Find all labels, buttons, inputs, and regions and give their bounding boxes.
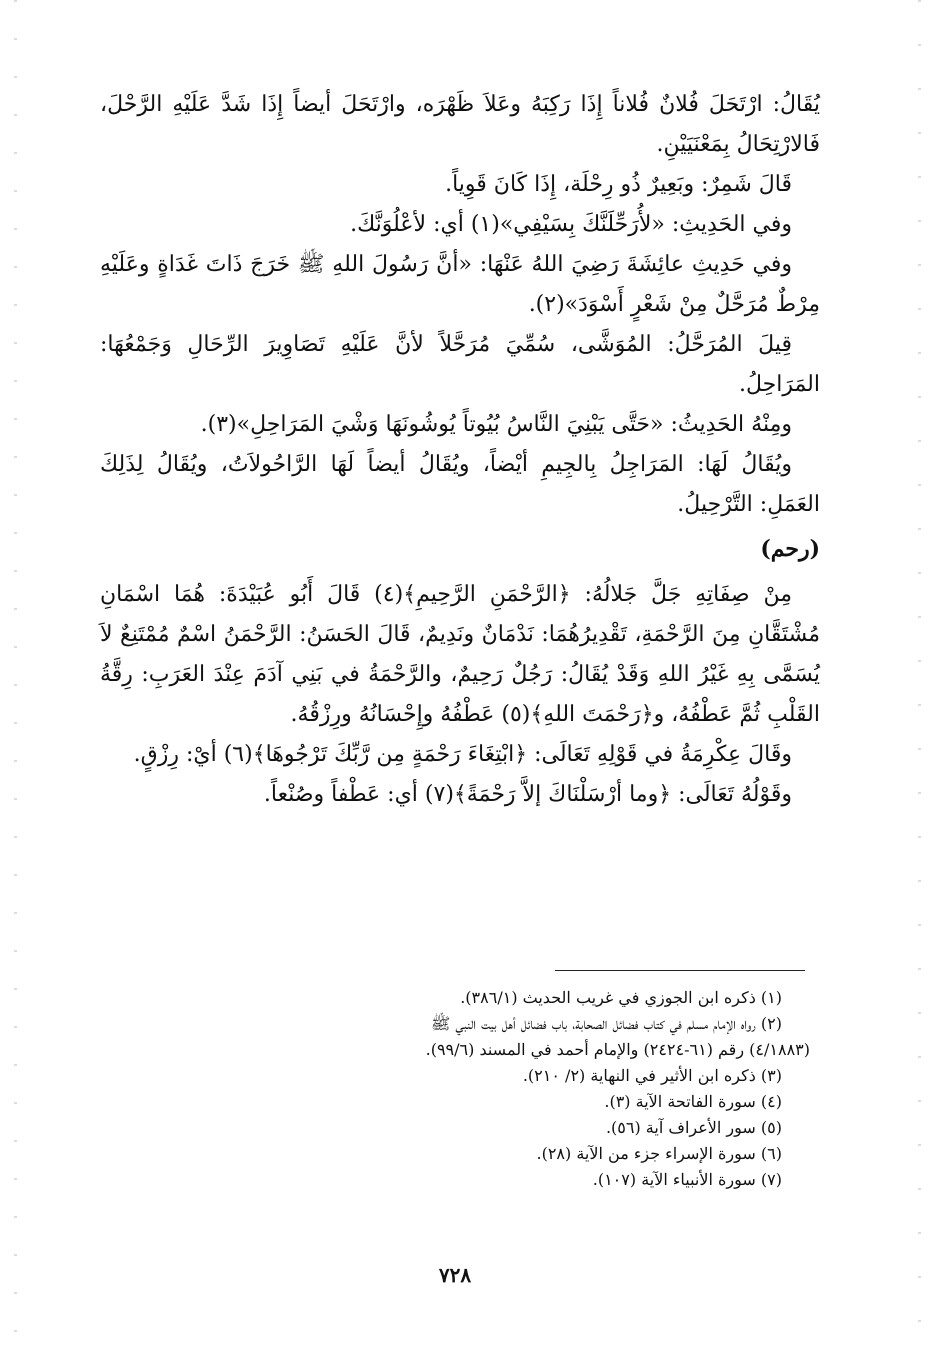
footnote: (٥) سور الأعراف آية (٥٦). xyxy=(605,1118,782,1137)
scan-edge-left xyxy=(14,0,17,1361)
paragraph: وفي حَدِيثِ عائِشَةَ رَضِيَ اللهُ عَنْهَا: «أنَّ رَسُولَ اللهِ ﷺ خَرَجَ ذَاتَ غَدَاةٍ وعَلَيْهِ مِرْطٌ مُرَحَّلٌ مِنْ شَعْرٍ أَسْوَدَ»(٢). xyxy=(100,252,820,317)
paragraph: وقَالَ عِكْرِمَةُ في قَوْلِهِ تَعَالَى: ﴿ابْتِغَاءَ رَحْمَةٍ مِن رَّبِّكَ تَرْجُوهَا﴾(٦) أيْ: رِزْقٍ. xyxy=(133,742,792,767)
paragraph: قِيلَ المُرَحَّلُ: المُوَشَّى، سُمِّيَ مُرَحَّلاً لأنَّ عَلَيْهِ تَصَاوِيرَ الرِّحَالِ وَجَمْعُهَا: المَرَاحِلُ. xyxy=(100,332,820,397)
footnote: (٤) سورة الفاتحة الآية (٣). xyxy=(604,1092,782,1111)
paragraph: وفي الحَدِيثِ: «لأُرَحِّلَنَّكَ بِسَيْفِي»(١) أي: لأعْلُوَنَّكَ. xyxy=(350,212,792,237)
footnote: (٢) رواه الإمام مسلم في كتاب فضائل الصحابة، باب فضائل أهل بيت النبي ﷺ xyxy=(430,1014,782,1033)
scan-edge-right xyxy=(918,0,921,1361)
footnote: (١) ذكره ابن الجوزي في غريب الحديث (٣٨٦/١). xyxy=(460,988,782,1007)
footnote: (٣) ذكره ابن الأثير في النهاية (٢/ ٢١٠). xyxy=(522,1066,782,1085)
page-number: ٧٢٨ xyxy=(438,1263,472,1287)
paragraph: وقَوْلُهُ تَعَالَى: ﴿وما أرْسَلْنَاكَ إلاَّ رَحْمَةً﴾(٧) أي: عَطْفاً وصُنْعاً. xyxy=(263,782,792,807)
footnotes xyxy=(90,985,810,1193)
section-heading: (رحم) xyxy=(760,536,820,562)
main-text xyxy=(100,85,820,815)
footnote: (٧) سورة الأنبياء الآية (١٠٧). xyxy=(592,1170,782,1189)
paragraph: ويُقَالُ لَهَا: المَرَاجِلُ بِالجِيمِ أيْضاً، ويُقَالُ أيضاً لَهَا الرَّاحُولاَتُ، ويُقَالُ لِذَلِكَ العَمَلِ: التَّرْحِيلُ. xyxy=(100,452,820,517)
paragraph: يُقَالُ: ارْتَحَلَ فُلانٌ فُلاناً إِذَا رَكِبَهُ وعَلاَ ظَهْرَه، وارْتَحَلَ أيضاً إِذَا شَدَّ عَلَيْهِ الرَّحْلَ، فَالارْتِحَالُ بِمَعْنَيَيْنِ. xyxy=(100,92,820,157)
paragraph: ومِنْهُ الحَدِيثُ: «حَتَّى يَبْنِيَ النَّاسُ بُيُوتاً يُوشُونَهَا وَشْيَ المَرَاحِلِ»(٣). xyxy=(200,412,792,437)
footnote-separator xyxy=(555,970,805,971)
footnote-continuation: (٤/١٨٨٣) رقم (٦١-٢٤٢٤) والإمام أحمد في المسند (٩٩/٦). xyxy=(425,1040,810,1059)
paragraph: مِنْ صِفَاتِهِ جَلَّ جَلالُهُ: ﴿الرَّحْمَنِ الرَّحِيمِ﴾(٤) قَالَ أَبُو عُبَيْدَةَ: هُمَا اسْمَانِ مُشْتَقَّانِ مِنَ الرَّحْمَةِ، تَقْدِيرُهُمَا: نَدْمَانٌ ونَدِيمٌ، قَالَ الحَسَنُ: الرَّحْمَنُ اسْمٌ مُمْتَنِعٌ لاَ يُسَمَّى بِهِ غَيْرُ اللهِ وَقَدْ يُقَالُ: رَجُلٌ رَحِيمٌ، والرَّحْمَةُ في بَنِي آدَمَ عِنْدَ العَرَبِ: رِقَّةُ القَلْبِ ثُمَّ عَطْفُهُ، و﴿رَحْمَتَ اللهِ﴾(٥) عَطْفُهُ وإِحْسَانُهُ ورِزْقُهُ. xyxy=(100,582,820,727)
paragraph: قَالَ شَمِرٌ: وبَعِيرٌ ذُو رِحْلَة، إِذَا كَانَ قَوِياً. xyxy=(445,172,792,197)
footnote: (٦) سورة الإسراء جزء من الآية (٢٨). xyxy=(536,1144,782,1163)
